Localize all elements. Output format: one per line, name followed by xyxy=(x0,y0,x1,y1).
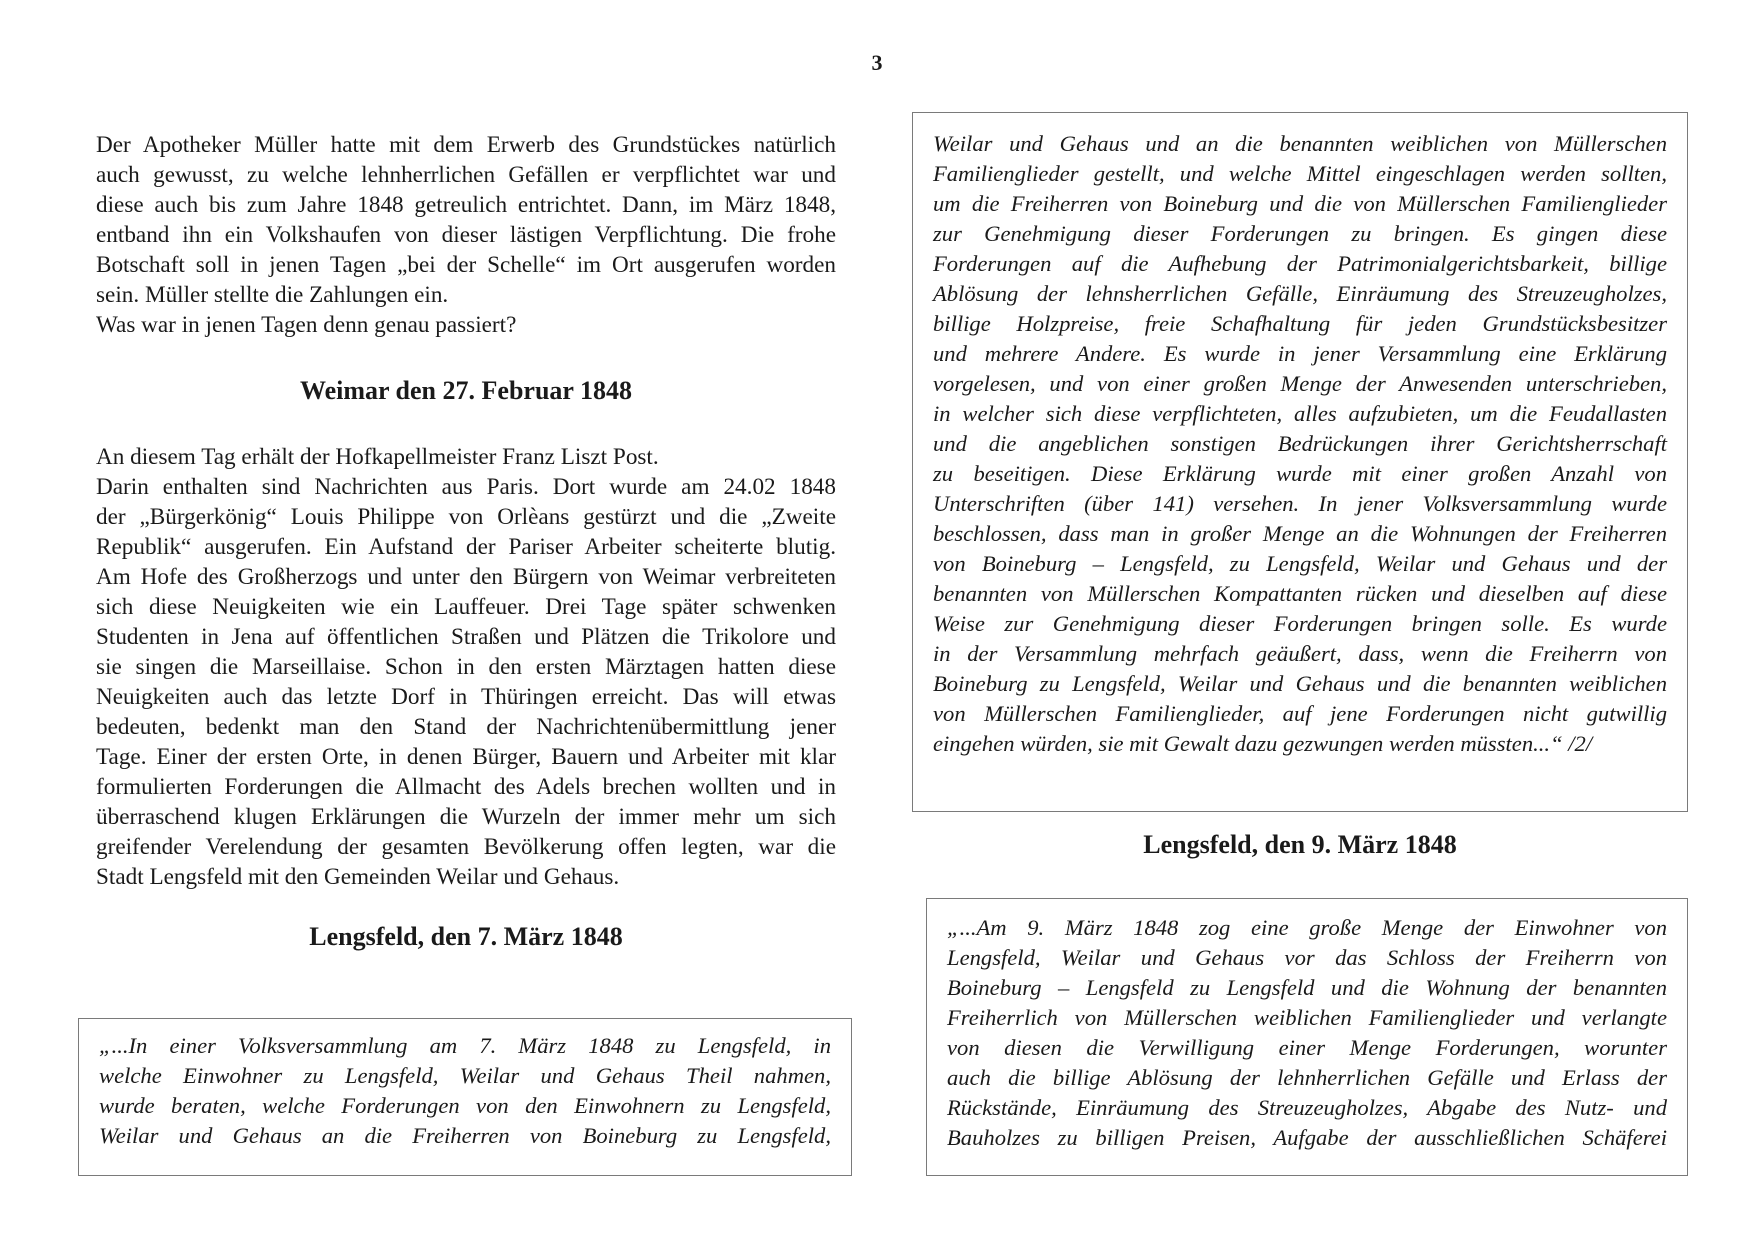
quote-line: Ablösung der lehnsherrlichen Gefälle, Einräumung des Streuzeugholzes, xyxy=(933,281,1667,306)
quote-line: Lengsfeld, Weilar und Gehaus vor das Schloss der Freiherrn von xyxy=(947,945,1667,970)
text-line: greifender Verelendung der gesamten Bevölkerung offen legten, war die xyxy=(96,834,836,860)
quote-line: Unterschriften (über 141) versehen. In jener Volksversammlung wurde xyxy=(933,491,1667,516)
text-line: sich diese Neuigkeiten wie ein Lauffeuer. Drei Tage später schwenken xyxy=(96,594,836,620)
quote-line: Familienglieder gestellt, und welche Mittel eingeschlagen werden sollten, xyxy=(933,161,1667,186)
quote-line: in welcher sich diese verpflichteten, alles aufzubieten, um die Feudallasten xyxy=(933,401,1667,426)
quote-9-maerz xyxy=(947,913,1667,1153)
quote-line: zur Genehmigung dieser Forderungen zu bringen. Es gingen diese xyxy=(933,221,1667,246)
intro-paragraph xyxy=(96,130,836,340)
quote-line: eingehen würden, sie mit Gewalt dazu gezwungen werden müssten...“ /2/ xyxy=(933,731,1593,756)
quote-line: auch die billige Ablösung der lehnherrlichen Gefälle und Erlass der xyxy=(947,1065,1667,1090)
text-line: Tage. Einer der ersten Orte, in denen Bürger, Bauern und Arbeiter mit klar xyxy=(96,744,836,770)
text-line: bedeuten, bedenkt man den Stand der Nachrichtenübermittlung jener xyxy=(96,714,836,740)
page-number: 3 xyxy=(871,50,883,75)
text-line: Was war in jenen Tagen denn genau passiert? xyxy=(96,312,517,338)
text-line: auch gewusst, zu welche lehnherrlichen Gefällen er verpflichtet war und xyxy=(96,162,836,188)
quote-line: „...In einer Volksversammlung am 7. März 1848 zu Lengsfeld, in xyxy=(99,1033,831,1058)
left-column xyxy=(96,130,836,952)
text-line: formulierten Forderungen die Allmacht des Adels brechen wollten und in xyxy=(96,774,836,800)
text-line: Botschaft soll in jenen Tagen „bei der Schelle“ im Ort ausgerufen worden xyxy=(96,252,836,278)
quote-box-7-maerz xyxy=(78,1018,852,1176)
quote-line: Weise zur Genehmigung dieser Forderungen bringen solle. Es wurde xyxy=(933,611,1667,636)
quote-line: Rückstände, Einräumung des Streuzeugholzes, Abgabe des Nutz- und xyxy=(947,1095,1667,1120)
text-line: Am Hofe des Großherzogs und unter den Bürgern von Weimar verbreiteten xyxy=(96,564,836,590)
quote-line: billige Holzpreise, freie Schafhaltung für jeden Grundstücksbesitzer xyxy=(933,311,1667,336)
quote-line: vorgelesen, und von einer großen Menge der Anwesenden unterschrieben, xyxy=(933,371,1667,396)
quote-line: Boineburg – Lengsfeld zu Lengsfeld und die Wohnung der benannten xyxy=(947,975,1667,1000)
text-line: Republik“ ausgerufen. Ein Aufstand der Pariser Arbeiter scheiterte blutig. xyxy=(96,534,836,560)
quote-line: beschlossen, dass man in großer Menge an die Wohnungen der Freiherren xyxy=(933,521,1667,546)
quote-line: Weilar und Gehaus an die Freiherren von Boineburg zu Lengsfeld, xyxy=(99,1123,831,1148)
text-line: der „Bürgerkönig“ Louis Philippe von Orlèans gestürzt und die „Zweite xyxy=(96,504,836,530)
quote-7-maerz xyxy=(99,1031,831,1151)
quote-line: und die angeblichen sonstigen Bedrückungen ihrer Gerichtsherrschaft xyxy=(933,431,1667,456)
quote-line: benannten von Müllerschen Kompattanten rücken und dieselben auf diese xyxy=(933,581,1667,606)
text-line: diese auch bis zum Jahre 1848 getreulich entrichtet. Dann, im März 1848, xyxy=(96,192,836,218)
quote-box-continuation xyxy=(912,112,1688,812)
section-heading-7-maerz: Lengsfeld, den 7. März 1848 xyxy=(309,922,623,951)
text-line: sie singen die Marseillaise. Schon in den ersten Märztagen hatten diese xyxy=(96,654,836,680)
text-line: Der Apotheker Müller hatte mit dem Erwerb des Grundstückes natürlich xyxy=(96,132,836,158)
quote-line: wurde beraten, welche Forderungen von den Einwohnern zu Lengsfeld, xyxy=(99,1093,831,1118)
quote-line: Freiherrlich von Müllerschen weiblichen Familienglieder und verlangte xyxy=(947,1005,1667,1030)
text-line: Studenten in Jena auf öffentlichen Straßen und Plätzen die Trikolore und xyxy=(96,624,836,650)
quote-box-9-maerz xyxy=(926,898,1688,1176)
section-heading-9-maerz: Lengsfeld, den 9. März 1848 xyxy=(1143,830,1457,859)
quote-line: in der Versammlung mehrfach geäußert, dass, wenn die Freiherrn von xyxy=(933,641,1667,666)
weimar-paragraph xyxy=(96,442,836,892)
quote-line: Bauholzes zu billigen Preisen, Aufgabe der ausschließlichen Schäferei xyxy=(947,1125,1667,1150)
text-line: sein. Müller stellte die Zahlungen ein. xyxy=(96,282,449,308)
quote-line: Weilar und Gehaus und an die benannten weiblichen von Müllerschen xyxy=(933,131,1667,156)
quote-line: welche Einwohner zu Lengsfeld, Weilar und Gehaus Theil nahmen, xyxy=(99,1063,831,1088)
text-line: Neuigkeiten auch das letzte Dorf in Thüringen erreicht. Das will etwas xyxy=(96,684,836,710)
quote-line: „...Am 9. März 1848 zog eine große Menge der Einwohner von xyxy=(947,915,1667,940)
text-line: Stadt Lengsfeld mit den Gemeinden Weilar und Gehaus. xyxy=(96,864,620,890)
quote-line: von Boineburg – Lengsfeld, zu Lengsfeld, Weilar und Gehaus und der xyxy=(933,551,1667,576)
quote-line: und mehrere Andere. Es wurde in jener Versammlung eine Erklärung xyxy=(933,341,1667,366)
text-line: Darin enthalten sind Nachrichten aus Paris. Dort wurde am 24.02 1848 xyxy=(96,474,836,500)
text-line: überraschend klugen Erklärungen die Wurzeln der immer mehr um sich xyxy=(96,804,836,830)
text-line: entband ihn ein Volkshaufen von dieser lästigen Verpflichtung. Die frohe xyxy=(96,222,836,248)
quote-line: von diesen die Verwilligung einer Menge Forderungen, worunter xyxy=(947,1035,1667,1060)
quote-line: von Müllerschen Familienglieder, auf jene Forderungen nicht gutwillig xyxy=(933,701,1667,726)
quote-continuation xyxy=(933,129,1667,759)
quote-line: Boineburg zu Lengsfeld, Weilar und Gehaus und die benannten weiblichen xyxy=(933,671,1667,696)
quote-line: um die Freiherren von Boineburg und die von Müllerschen Familienglieder xyxy=(933,191,1667,216)
quote-line: Forderungen auf die Aufhebung der Patrimonialgerichtsbarkeit, billige xyxy=(933,251,1667,276)
section-heading-weimar: Weimar den 27. Februar 1848 xyxy=(300,376,632,405)
quote-line: zu beseitigen. Diese Erklärung wurde mit einer großen Anzahl von xyxy=(933,461,1667,486)
text-line: An diesem Tag erhält der Hofkapellmeister Franz Liszt Post. xyxy=(96,444,659,470)
